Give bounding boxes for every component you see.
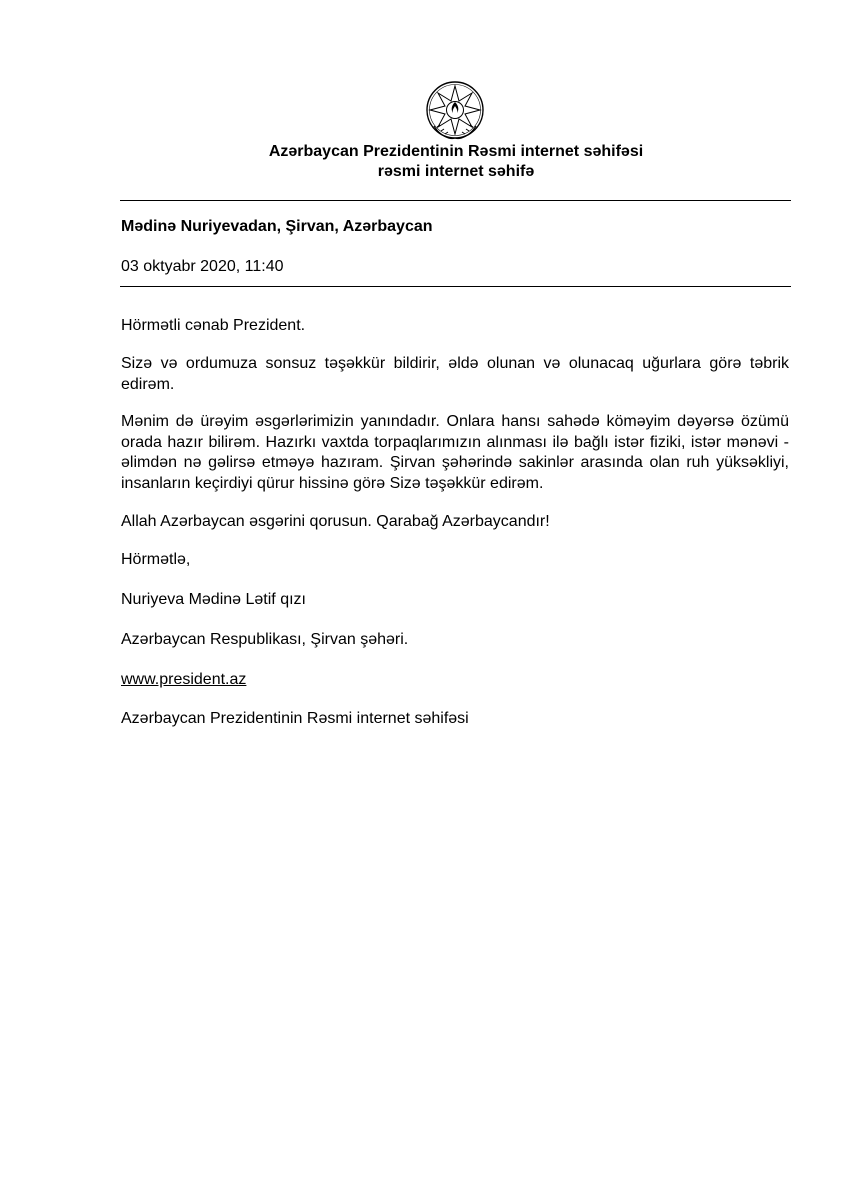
azerbaijan-state-emblem-icon xyxy=(424,80,486,142)
meta-divider xyxy=(120,286,791,287)
letter-datetime: 03 oktyabr 2020, 11:40 xyxy=(121,258,284,275)
footer-site-name: Azərbaycan Prezidentinin Rəsmi internet səhifəsi xyxy=(121,710,469,727)
site-subtitle: rəsmi internet səhifə xyxy=(377,163,535,180)
letter-paragraph: Sizə və ordumuza sonsuz təşəkkür bildirir, əldə olunan və olunacaq uğurlara görə təbrik edirəm. xyxy=(121,355,789,393)
letter-paragraph: Allah Azərbaycan əsgərini qorusun. Qarabağ Azərbaycandır! xyxy=(121,513,550,530)
president-website-link[interactable]: www.president.az xyxy=(121,671,247,688)
footer-link-row xyxy=(121,670,789,691)
letter-closing: Hörmətlə, xyxy=(121,551,191,568)
site-title: Azərbaycan Prezidentinin Rəsmi internet səhifəsi xyxy=(268,143,644,160)
letter-greeting: Hörmətli cənab Prezident. xyxy=(121,317,306,334)
letter-location: Azərbaycan Respublikası, Şirvan şəhəri. xyxy=(121,631,409,648)
letter-sender: Mədinə Nuriyevadan, Şirvan, Azərbaycan xyxy=(121,218,433,235)
letter-paragraph: Mənim də ürəyim əsgərlərimizin yanındadır. Onlara hansı sahədə köməyim dəyərsə özümü orada hazır bilirəm. Hazırkı vaxtda torpaqlarımızın alınması ilə bağlı istər fiziki, istər mənəvi - əlimdən nə gəlirsə etməyə hazıram. Şirvan şəhərində sakinlər arasında olan ruh yüksəkliyi, insanların keçirdiyi qürur hissinə görə Sizə təşəkkür edirəm. xyxy=(121,413,789,492)
letter-signature: Nuriyeva Mədinə Lətif qızı xyxy=(121,591,306,608)
header-divider xyxy=(120,200,791,201)
